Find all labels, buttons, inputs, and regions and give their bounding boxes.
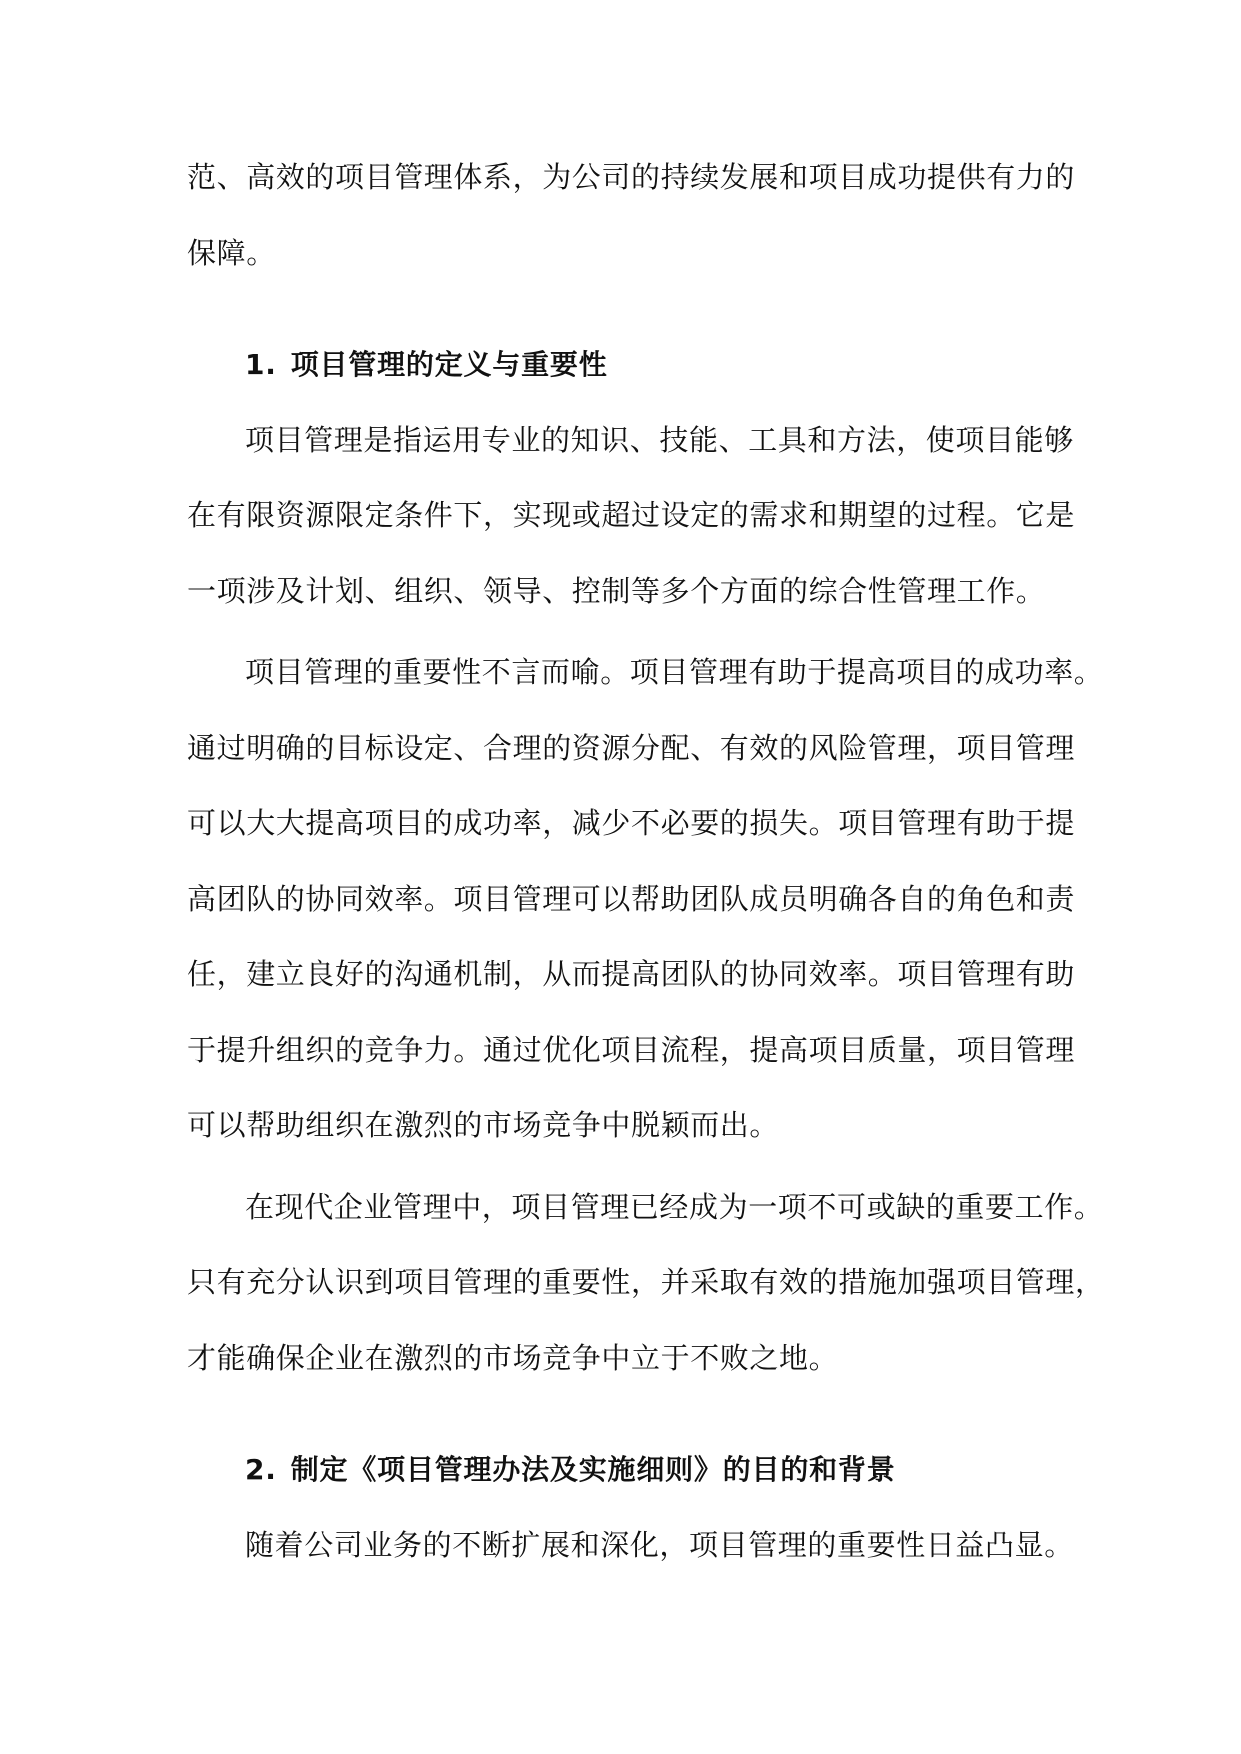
text-line: 可以帮助组织在激烈的市场竞争中脱颖而出。	[187, 1108, 780, 1142]
text-line: 可以大大提高项目的成功率，减少不必要的损失。项目管理有助于提	[187, 806, 1076, 840]
section-heading-2	[187, 1432, 1057, 1508]
text-line: 在现代企业管理中，项目管理已经成为一项不可或缺的重要工作。	[245, 1189, 1104, 1224]
text-line: 保障。	[187, 235, 276, 270]
section-title: 项目管理的定义与重要性	[290, 348, 608, 381]
text-line: 项目管理的重要性不言而喻。项目管理有助于提高项目的成功率。	[245, 655, 1104, 689]
paragraph	[187, 1508, 1074, 1584]
text-line: 通过明确的目标设定、合理的资源分配、有效的风险管理，项目管理	[187, 730, 1076, 765]
section-number: 1.	[245, 348, 277, 381]
text-line: 一项涉及计划、组织、领导、控制等多个方面的综合性管理工作。	[187, 573, 1046, 608]
section-title: 制定《项目管理办法及实施细则》的目的和背景	[290, 1453, 896, 1486]
section-number: 2.	[245, 1453, 277, 1486]
paragraph	[187, 635, 1104, 1164]
spacer	[187, 1396, 1057, 1432]
section-heading-1	[187, 327, 1057, 403]
paragraph	[187, 403, 1076, 630]
text-line: 在有限资源限定条件下，实现或超过设定的需求和期望的过程。它是	[187, 498, 1076, 532]
text-line: 才能确保企业在激烈的市场竞争中立于不败之地。	[187, 1340, 839, 1375]
spacer	[187, 291, 1057, 327]
text-line: 项目管理是指运用专业的知识、技能、工具和方法，使项目能够	[245, 422, 1074, 457]
text-line: 任，建立良好的沟通机制，从而提高团队的协同效率。项目管理有助	[187, 957, 1076, 991]
document-body	[187, 140, 1105, 1583]
text-line: 只有充分认识到项目管理的重要性，并采取有效的措施加强项目管理，	[187, 1265, 1105, 1299]
intro-paragraph	[187, 140, 1076, 291]
text-line: 随着公司业务的不断扩展和深化，项目管理的重要性日益凸显。	[245, 1527, 1074, 1562]
text-line: 于提升组织的竞争力。通过优化项目流程，提高项目质量，项目管理	[187, 1032, 1076, 1067]
text-line: 范、高效的项目管理体系，为公司的持续发展和项目成功提供有力的	[187, 160, 1076, 194]
paragraph	[187, 1170, 1105, 1397]
text-line: 高团队的协同效率。项目管理可以帮助团队成员明确各自的角色和责	[187, 881, 1076, 916]
